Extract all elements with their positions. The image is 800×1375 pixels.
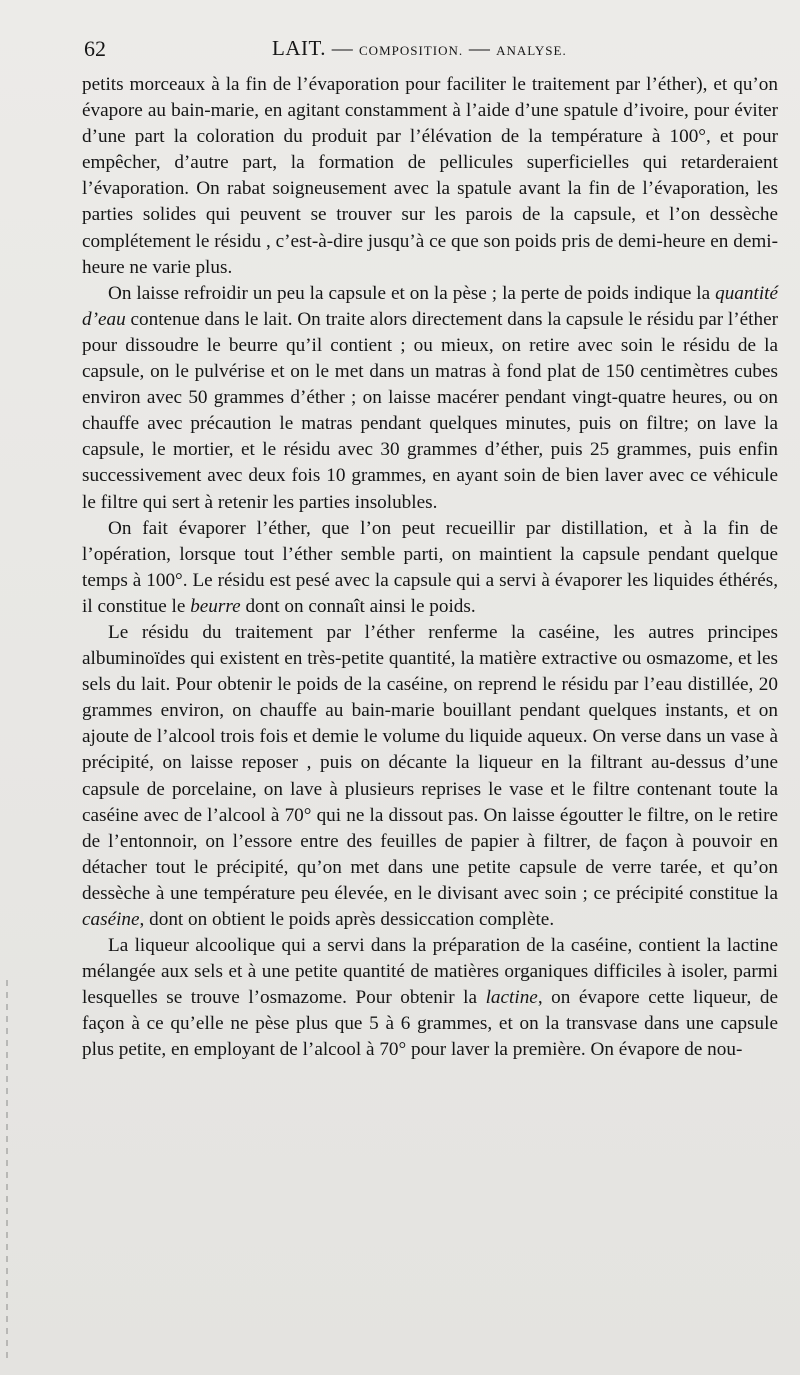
text-run: dont on connaît ainsi le poids. [240,595,476,617]
emphasized-term: quantité d’eau [82,282,778,330]
running-header [82,36,778,66]
text-run: On fait évaporer l’éther, que l’on peut recueillir par distillation, et à la fin de l’opération, lorsque tout l’éther semble parti, on maintient la capsule pendant quelque temps à 100°. Le résidu est pesé avec la capsule qui a servi à évaporer les liquides éthérés, il constitue le [82,517,778,617]
page-edge-shadow [6,980,8,1360]
page-number: 62 [84,36,106,61]
emphasized-term: caséine [82,909,140,930]
running-title-composition: COMPOSITION. [359,43,464,58]
paragraph-p3 [82,516,778,620]
emphasized-term: beurre [190,595,241,617]
paragraph-p4 [82,620,778,933]
text-run: , on évapore cette liqueur, de façon à ce qu’elle ne pèse plus que 5 à 6 grammes, et on la transvase dans une capsule plus petite, en employant de l’alcool à 70° pour laver la première. On évapore de nou- [82,987,779,1061]
emphasized-term: lactine [485,987,538,1009]
body-text [82,72,778,1064]
text-run: petits morceaux à la fin de l’évaporation pour faciliter le traitement par l’éther), et qu’on évapore au bain-marie, en agitant constamment à l’aide d’une spatule d’ivoire, pour éviter d’une part la coloration du produit par l’élévation de la température à 100°, et pour empêcher, d’autre part, la formation de pellicules superficielles qui retarderaient l’évaporation. On rabat soigneusement avec la spatule avant la fin de l’évaporation, les parties solides qui peuvent se trouver sur les parois de la capsule, et l’on dessèche complétement le résidu , c’est-à-dire jusqu’à ce que son poids pris de demi-heure en demi-heure ne varie plus. [82,74,778,278]
running-title [272,36,567,61]
text-run: contenue dans le lait. On traite alors directement dans la capsule le résidu par l’éther pour dissoudre le beurre qu’il contient ; ou mieux, on retire avec soin le résidu de la capsule, on le pulvérise et on le met dans un matras à fond plat de 150 centimètres cubes environ avec 50 grammes d’éther ; on laisse macérer pendant vingt-quatre heures, ou on chauffe avec précaution le matras pendant quelques minutes, puis on filtre; on lave la capsule, le mortier, et le résidu avec 30 grammes d’éther, puis 25 grammes, puis enfin successivement avec deux fois 10 grammes, en ayant soin de bien laver avec ce véhicule le filtre qui sert à retenir les parties insolubles. [82,308,778,513]
running-title-sep-2: — [463,36,497,60]
paragraph-p2 [82,281,778,516]
running-title-sep-1: — [326,36,360,60]
text-run: La liqueur alcoolique qui a servi dans la préparation de la caséine, contient la lactine mélangée aux sels et à une petite quantité de matières organiques difficiles à isoler, parmi lesquelles se trouve l’osmazome. Pour obtenir la [82,935,778,1009]
paragraph-p5 [82,933,778,1063]
running-title-analyse: ANALYSE. [496,43,567,58]
text-run: Le résidu du traitement par l’éther renferme la caséine, les autres principes albuminoïdes qui existent en très-petite quantité, la matière extractive ou osmazome, et les sels du lait. Pour obtenir le poids de la caséine, on reprend le résidu par l’eau distillée, 20 grammes environ, on chauffe au bain-marie bouillant pendant quelques instants, et on ajoute de l’alcool trois fois et demie le volume du liquide aqueux. On verse dans un vase à précipité, on laisse reposer , puis on décante la liqueur en la filtrant au-dessus d’une capsule de porcelaine, on lave à plusieurs reprises le vase et le filtre contenant toute la caséine avec de l’alcool à 70° qui ne la dissout pas. On laisse égoutter le filtre, on le retire de l’entonnoir, on l’essore entre des feuilles de papier à filtrer, de façon à pouvoir en détacher tout le précipité, qu’on met dans une petite capsule de verre tarée, et qu’on dessèche à une température peu élevée, en le divisant avec soin ; ce précipité constitue la [82,621,778,904]
text-run: On laisse refroidir un peu la capsule et on la pèse ; la perte de poids indique la [108,282,716,304]
paragraph-p1 [82,72,778,281]
running-title-main: LAIT. [272,36,327,60]
text-run: , dont on obtient le poids après dessiccation complète. [139,909,555,930]
